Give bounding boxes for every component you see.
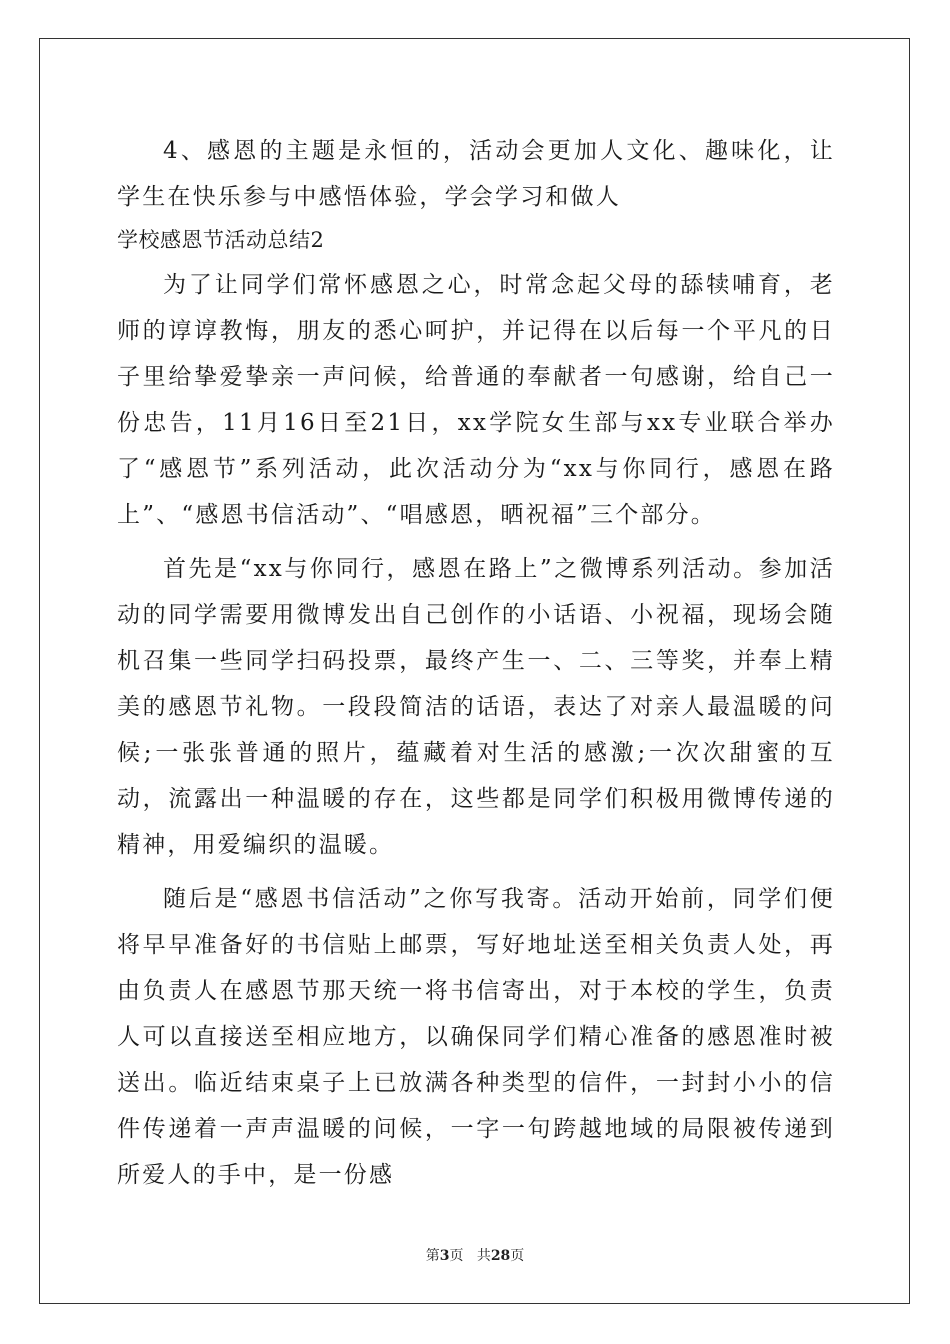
paragraph-letter-activity: 随后是“感恩书信活动”之你写我寄。活动开始前，同学们便将早早准备好的书信贴上邮票，写好地址送至相关负责人处，再由负责人在感恩节那天统一将书信寄出，对于本校的学生，负责人可以直接送至相应地方，以确保同学们精心准备的感恩准时被送出。临近结束桌子上已放满各种类型的信件，一封封小小的信件传递着一声声温暖的问候，一字一句跨越地域的局限被传递到所爱人的手中，是一份感 [117, 886, 835, 1188]
page-footer [0, 1245, 950, 1265]
section-heading: 学校感恩节活动总结2 [117, 228, 325, 252]
footer-total-suffix: 页 [510, 1248, 525, 1264]
document-body [117, 128, 835, 1198]
current-page-number: 3 [439, 1248, 450, 1264]
paragraph-intro: 为了让同学们常怀感恩之心，时常念起父母的舔犊哺育，老师的谆谆教悔，朋友的悉心呵护，并记得在以后每一个平凡的日子里给挚爱挚亲一声问候，给普通的奉献者一句感谢，给自己一份忠告，11月16日至21日，xx学院女生部与xx专业联合举办了“感恩节”系列活动，此次活动分为“xx与你同行，感恩在路上”、“感恩书信活动”、“唱感恩，晒祝福”三个部分。 [117, 272, 835, 528]
total-page-count: 28 [490, 1248, 511, 1264]
footer-page-suffix: 页 [449, 1248, 464, 1264]
paragraph-item-4: 4、感恩的主题是永恒的，活动会更加人文化、趣味化，让学生在快乐参与中感悟体验，学会学习和做人 [117, 138, 835, 210]
footer-prefix: 第 [425, 1248, 440, 1264]
footer-total-prefix: 共 [476, 1248, 491, 1264]
paragraph-weibo-activity: 首先是“xx与你同行，感恩在路上”之微博系列活动。参加活动的同学需要用微博发出自己创作的小话语、小祝福，现场会随机召集一些同学扫码投票，最终产生一、二、三等奖，并奉上精美的感恩节礼物。一段段简洁的话语，表达了对亲人最温暖的问候;一张张普通的照片，蕴藏着对生活的感激;一次次甜蜜的互动，流露出一种温暖的存在，这些都是同学们积极用微博传递的精神，用爱编织的温暖。 [117, 556, 835, 858]
